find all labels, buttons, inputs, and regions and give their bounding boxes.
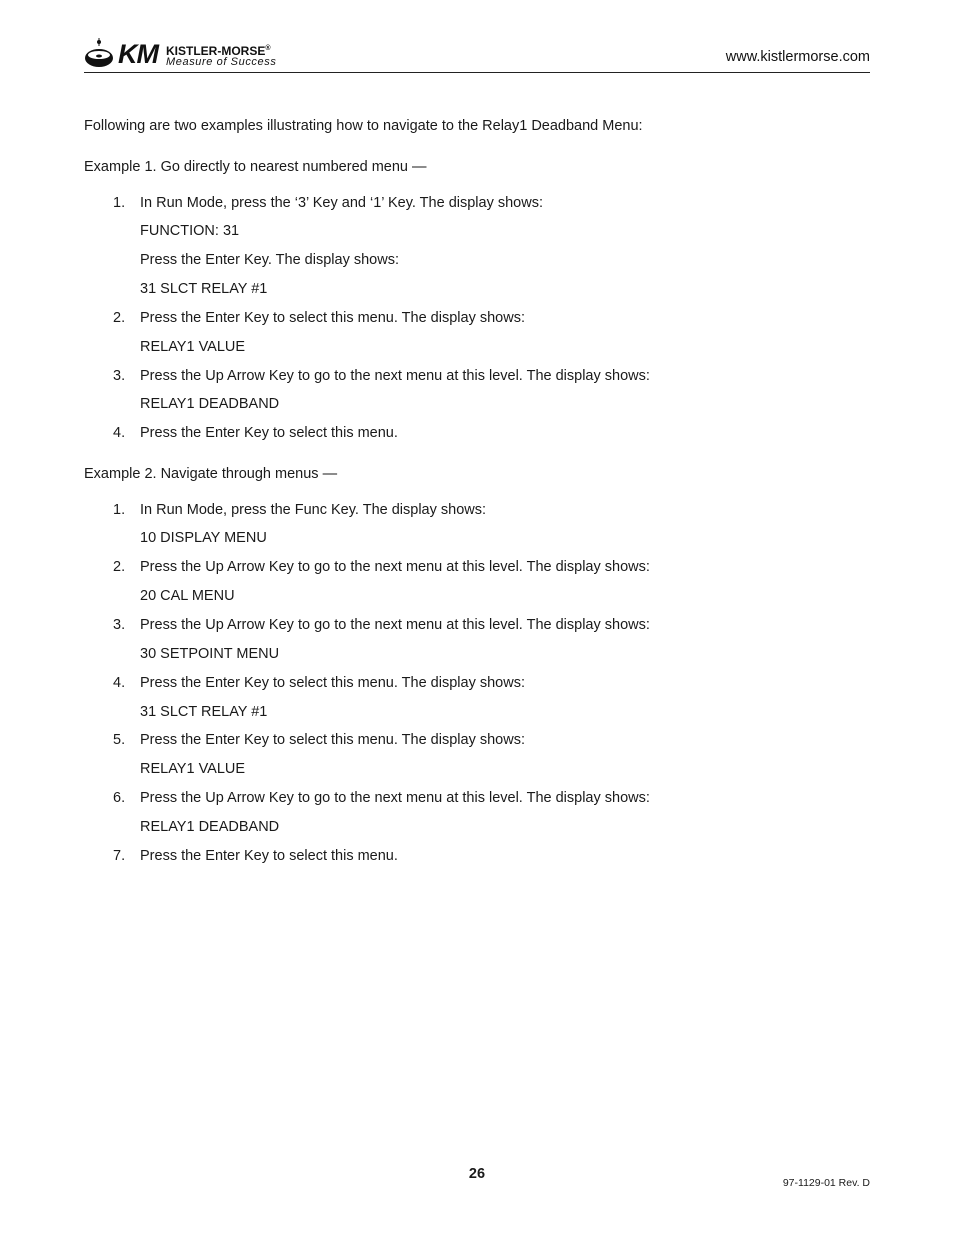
display-readout: 20 CAL MENU (140, 588, 235, 604)
step-text: Press the Up Arrow Key to go to the next menu at this level. The display shows: (140, 617, 650, 633)
example1-heading: Example 1. Go directly to nearest numbered menu — (84, 159, 427, 175)
step-number: 3. (113, 368, 126, 384)
step-text: Press the Up Arrow Key to go to the next menu at this level. The display shows: (140, 790, 650, 806)
document-revision: 97-1129-01 Rev. D (782, 1177, 870, 1189)
logo-emblem-icon (84, 38, 114, 70)
step-number: 1. (113, 195, 126, 211)
display-readout: 30 SETPOINT MENU (140, 646, 280, 662)
step-number: 2. (113, 559, 126, 575)
display-readout: FUNCTION: 31 (140, 223, 240, 239)
step-text: Press the Enter Key to select this menu. The display shows: (140, 310, 525, 326)
logo-brand-text: KISTLER-MORSE® (166, 44, 271, 58)
step-text: Press the Enter Key to select this menu. The display shows: (140, 675, 525, 691)
step-number: 4. (113, 675, 126, 691)
step-number: 7. (113, 848, 126, 864)
website-url: www.kistlermorse.com (725, 49, 870, 65)
step-text: In Run Mode, press the ‘3’ Key and ‘1’ Key. The display shows: (140, 195, 543, 211)
step-number: 6. (113, 790, 126, 806)
step-number: 2. (113, 310, 126, 326)
page-header (84, 36, 870, 73)
step-number: 1. (113, 502, 126, 518)
display-readout: RELAY1 DEADBAND (140, 819, 280, 835)
step-text: Press the Up Arrow Key to go to the next menu at this level. The display shows: (140, 368, 650, 384)
logo-tagline: Measure of Success (166, 56, 277, 68)
step-number: 5. (113, 732, 126, 748)
step-text: Press the Up Arrow Key to go to the next menu at this level. The display shows: (140, 559, 650, 575)
logo-km-text: KM (118, 39, 158, 69)
example2-heading: Example 2. Navigate through menus — (84, 466, 338, 482)
display-readout: 31 SLCT RELAY #1 (140, 281, 268, 297)
step-text: Press the Enter Key to select this menu. The display shows: (140, 732, 525, 748)
step-number: 3. (113, 617, 126, 633)
intro-paragraph: Following are two examples illustrating how to navigate to the Relay1 Deadband Menu: (84, 118, 643, 134)
display-readout: RELAY1 VALUE (140, 761, 246, 777)
step-text: In Run Mode, press the Func Key. The display shows: (140, 502, 487, 518)
step-text: Press the Enter Key to select this menu. (140, 425, 398, 441)
display-readout: RELAY1 VALUE (140, 339, 246, 355)
page-number: 26 (468, 1166, 486, 1182)
step-text: Press the Enter Key. The display shows: (140, 252, 399, 268)
display-readout: 10 DISPLAY MENU (140, 530, 267, 546)
step-text: Press the Enter Key to select this menu. (140, 848, 398, 864)
display-readout: 31 SLCT RELAY #1 (140, 704, 268, 720)
step-number: 4. (113, 425, 126, 441)
display-readout: RELAY1 DEADBAND (140, 396, 280, 412)
